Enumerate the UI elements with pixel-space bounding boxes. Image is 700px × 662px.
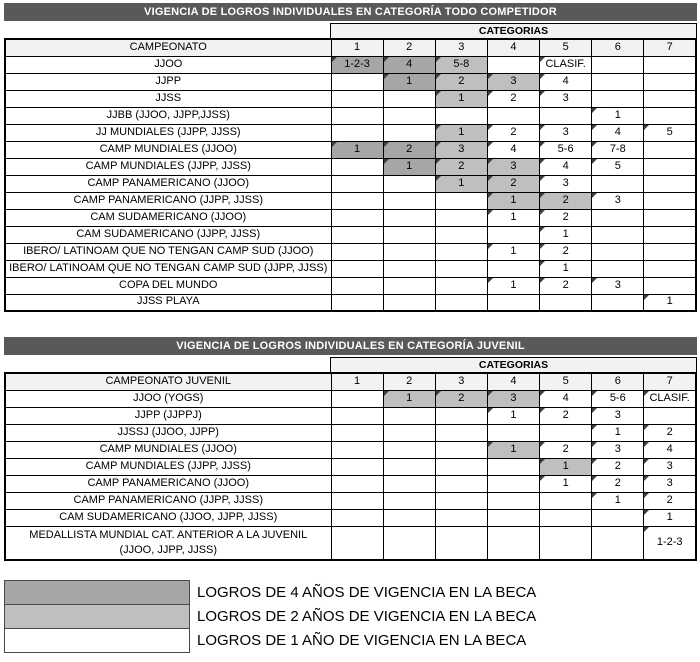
empty-cell [644,192,696,209]
empty-cell [383,277,435,294]
row-label: CAMP MUNDIALES (JJPP, JJSS) [5,158,331,175]
category-column-header-6: 6 [592,373,644,390]
row-label: JJOO [5,56,331,73]
table-row [5,124,696,141]
empty-cell [383,260,435,277]
empty-cell [487,492,539,509]
category-column-header-2: 2 [383,39,435,56]
achievement-cell: 1 [487,277,539,294]
achievement-cell: 1 [331,141,383,158]
table-row [5,390,696,407]
achievement-cell: 2 [487,90,539,107]
table-row [5,424,696,441]
empty-cell [383,294,435,311]
table2-title-bar: VIGENCIA DE LOGROS INDIVIDUALES EN CATEGORÍA JUVENIL [4,337,697,355]
table2-categories-header: CATEGORIAS [330,357,697,372]
row-label: JJSSJ (JJOO, JJPP) [5,424,331,441]
achievement-cell: 4 [487,141,539,158]
empty-cell [644,209,696,226]
empty-cell [592,175,644,192]
championship-column-header: CAMPEONATO [5,39,331,56]
table-juvenil [4,372,697,561]
table-row [5,107,696,124]
empty-cell [331,226,383,243]
table-row [5,526,696,560]
row-label: CAM SUDAMERICANO (JJOO) [5,209,331,226]
achievement-cell: 2 [592,458,644,475]
empty-cell [592,260,644,277]
empty-cell [540,107,592,124]
empty-cell [487,294,539,311]
table-row [5,475,696,492]
achievement-cell: 2 [540,243,592,260]
achievement-cell: 2 [644,492,696,509]
empty-cell [435,294,487,311]
empty-cell [383,243,435,260]
empty-cell [487,509,539,526]
empty-cell [540,509,592,526]
row-label: CAMP MUNDIALES (JJPP, JJSS) [5,458,331,475]
table-row [5,441,696,458]
achievement-cell: 3 [540,124,592,141]
empty-cell [435,192,487,209]
empty-cell [435,260,487,277]
empty-cell [487,424,539,441]
achievement-cell: 2 [435,390,487,407]
empty-cell [644,73,696,90]
achievement-cell: 1 [644,294,696,311]
achievement-cell: 1 [383,73,435,90]
legend-label: LOGROS DE 4 AÑOS DE VIGENCIA EN LA BECA [197,584,537,601]
empty-cell [331,526,383,560]
achievement-cell: 4 [383,56,435,73]
row-label: COPA DEL MUNDO [5,277,331,294]
table-row [5,158,696,175]
category-column-header-7: 7 [644,39,696,56]
table-row [5,192,696,209]
achievement-cell: 3 [592,407,644,424]
empty-cell [435,492,487,509]
achievement-cell: 1 [435,124,487,141]
legend-label: LOGROS DE 1 AÑO DE VIGENCIA EN LA BECA [197,632,527,649]
table-row [5,492,696,509]
achievement-cell: 2 [644,424,696,441]
legend-item [4,604,536,629]
empty-cell [435,526,487,560]
empty-cell [592,294,644,311]
empty-cell [383,124,435,141]
header-row [5,39,696,56]
empty-cell [383,509,435,526]
table2-body [5,390,696,560]
empty-cell [644,407,696,424]
achievement-cell: 2 [540,441,592,458]
empty-cell [592,90,644,107]
achievement-cell: 3 [435,141,487,158]
category-column-header-4: 4 [487,39,539,56]
row-label: JJSS PLAYA [5,294,331,311]
achievement-cell: 1 [383,390,435,407]
empty-cell [644,277,696,294]
legend-label: LOGROS DE 2 AÑOS DE VIGENCIA EN LA BECA [197,608,537,625]
achievement-cell: 3 [540,90,592,107]
row-label: CAMP MUNDIALES (JJOO) [5,441,331,458]
empty-cell [592,73,644,90]
achievement-cell: 2 [487,175,539,192]
row-label: CAM SUDAMERICANO (JJPP, JJSS) [5,226,331,243]
legend-swatch-dark [4,580,190,605]
empty-cell [331,492,383,509]
achievement-cell: 4 [540,73,592,90]
category-column-header-3: 3 [435,373,487,390]
row-label: IBERO/ LATINOAM QUE NO TENGAN CAMP SUD (JJOO) [5,243,331,260]
category-column-header-1: 1 [331,39,383,56]
table-row [5,277,696,294]
achievement-cell: 3 [592,277,644,294]
empty-cell [331,424,383,441]
row-label: CAMP PANAMERICANO (JJOO) [5,475,331,492]
table1-categories-header: CATEGORIAS [330,23,697,38]
empty-cell [644,175,696,192]
legend-swatch-light [4,604,190,629]
empty-cell [592,243,644,260]
achievement-cell: 5 [644,124,696,141]
table-row [5,90,696,107]
achievement-cell: 3 [487,73,539,90]
achievement-cell: 4 [540,390,592,407]
empty-cell [331,107,383,124]
empty-cell [487,56,539,73]
achievement-cell: CLASIF. [644,390,696,407]
empty-cell [331,509,383,526]
empty-cell [331,73,383,90]
category-column-header-7: 7 [644,373,696,390]
row-label: JJPP [5,73,331,90]
empty-cell [383,424,435,441]
row-label: JJSS [5,90,331,107]
legend-swatch-white [4,628,190,653]
achievement-cell: 4 [540,158,592,175]
achievement-cell: 1 [383,158,435,175]
row-label: CAMP PANAMERICANO (JJPP, JJSS) [5,192,331,209]
table-row [5,458,696,475]
empty-cell [383,475,435,492]
achievement-cell: 3 [644,475,696,492]
category-column-header-3: 3 [435,39,487,56]
empty-cell [592,526,644,560]
empty-cell [644,107,696,124]
category-column-header-6: 6 [592,39,644,56]
empty-cell [487,475,539,492]
header-row [5,373,696,390]
achievement-cell: 4 [592,124,644,141]
achievement-cell: 7-8 [592,141,644,158]
empty-cell [435,277,487,294]
empty-cell [383,526,435,560]
achievement-cell: 1 [592,107,644,124]
row-label: JJOO (YOGS) [5,390,331,407]
table1-body [5,56,696,311]
empty-cell [487,107,539,124]
row-label: MEDALLISTA MUNDIAL CAT. ANTERIOR A LA JUVENIL (JJOO, JJPP, JJSS) [5,526,331,560]
empty-cell [435,107,487,124]
achievement-cell: 1 [435,175,487,192]
achievement-cell: 2 [435,73,487,90]
category-column-header-2: 2 [383,373,435,390]
empty-cell [435,441,487,458]
achievement-cell: CLASIF. [540,56,592,73]
empty-cell [592,226,644,243]
empty-cell [331,209,383,226]
table2-head [5,373,696,390]
championship-column-header: CAMPEONATO JUVENIL [5,373,331,390]
empty-cell [487,260,539,277]
row-label: CAM SUDAMERICANO (JJOO, JJPP, JJSS) [5,509,331,526]
empty-cell [644,260,696,277]
achievement-cell: 1 [644,509,696,526]
empty-cell [383,441,435,458]
empty-cell [435,243,487,260]
empty-cell [331,277,383,294]
achievement-cell: 1 [487,407,539,424]
empty-cell [383,458,435,475]
achievement-cell: 5-6 [592,390,644,407]
empty-cell [331,441,383,458]
empty-cell [592,509,644,526]
empty-cell [435,407,487,424]
empty-cell [331,294,383,311]
row-label: JJ MUNDIALES (JJPP, JJSS) [5,124,331,141]
category-column-header-5: 5 [540,39,592,56]
legend [4,580,536,653]
empty-cell [383,107,435,124]
table-row [5,407,696,424]
empty-cell [487,526,539,560]
achievement-cell: 2 [540,209,592,226]
row-label: JJBB (JJOO, JJPP,JJSS) [5,107,331,124]
empty-cell [540,492,592,509]
empty-cell [644,226,696,243]
achievement-cell: 1 [487,243,539,260]
empty-cell [540,526,592,560]
table-row [5,509,696,526]
table-todo-competidor [4,38,697,312]
achievement-cell: 1-2-3 [331,56,383,73]
achievement-cell: 5-6 [540,141,592,158]
achievement-cell: 1 [540,475,592,492]
empty-cell [383,492,435,509]
empty-cell [331,175,383,192]
empty-cell [331,158,383,175]
empty-cell [435,226,487,243]
empty-cell [435,458,487,475]
table1-title-bar: VIGENCIA DE LOGROS INDIVIDUALES EN CATEGORÍA TODO COMPETIDOR [4,3,697,21]
empty-cell [383,192,435,209]
achievement-cell: 1 [540,260,592,277]
empty-cell [383,90,435,107]
legend-item [4,580,536,605]
empty-cell [487,458,539,475]
achievement-cell: 4 [644,441,696,458]
achievement-cell: 1 [540,458,592,475]
achievement-cell: 1 [592,492,644,509]
achievement-cell: 2 [435,158,487,175]
empty-cell [331,407,383,424]
empty-cell [331,458,383,475]
empty-cell [540,424,592,441]
empty-cell [435,475,487,492]
empty-cell [644,243,696,260]
empty-cell [383,175,435,192]
empty-cell [540,294,592,311]
achievement-cell: 2 [540,277,592,294]
empty-cell [383,407,435,424]
empty-cell [331,243,383,260]
achievement-cell: 3 [487,158,539,175]
table-row [5,294,696,311]
achievement-cell: 2 [592,475,644,492]
empty-cell [331,192,383,209]
row-label: CAMP PANAMERICANO (JJOO) [5,175,331,192]
table-row [5,175,696,192]
empty-cell [383,226,435,243]
legend-item [4,628,536,653]
table-row [5,56,696,73]
table-row [5,73,696,90]
achievement-cell: 2 [487,124,539,141]
achievement-cell: 1-2-3 [644,526,696,560]
empty-cell [644,141,696,158]
achievement-cell: 3 [592,192,644,209]
category-column-header-5: 5 [540,373,592,390]
empty-cell [331,390,383,407]
table1-head [5,39,696,56]
row-label: JJPP (JJPPJ) [5,407,331,424]
achievement-cell: 1 [592,424,644,441]
empty-cell [383,209,435,226]
empty-cell [592,209,644,226]
empty-cell [644,56,696,73]
table-row [5,141,696,158]
empty-cell [331,260,383,277]
row-label: IBERO/ LATINOAM QUE NO TENGAN CAMP SUD (JJPP, JJSS) [5,260,331,277]
achievement-cell: 3 [487,390,539,407]
achievement-cell: 2 [540,407,592,424]
achievement-cell: 1 [487,209,539,226]
empty-cell [331,90,383,107]
empty-cell [487,226,539,243]
achievement-cell: 2 [540,192,592,209]
achievement-cell: 3 [592,441,644,458]
achievement-cell: 3 [540,175,592,192]
achievement-cell: 5-8 [435,56,487,73]
table-row [5,209,696,226]
empty-cell [435,209,487,226]
empty-cell [331,124,383,141]
category-column-header-4: 4 [487,373,539,390]
achievement-cell: 3 [644,458,696,475]
empty-cell [435,509,487,526]
achievement-cell: 1 [487,441,539,458]
empty-cell [644,158,696,175]
table-row [5,226,696,243]
category-column-header-1: 1 [331,373,383,390]
empty-cell [331,475,383,492]
achievement-cell: 1 [435,90,487,107]
achievement-cell: 1 [487,192,539,209]
achievement-cell: 1 [540,226,592,243]
achievement-cell: 2 [383,141,435,158]
empty-cell [644,90,696,107]
row-label: CAMP PANAMERICANO (JJPP, JJSS) [5,492,331,509]
row-label: CAMP MUNDIALES (JJOO) [5,141,331,158]
empty-cell [435,424,487,441]
table-row [5,243,696,260]
achievement-cell: 5 [592,158,644,175]
table-row [5,260,696,277]
empty-cell [592,56,644,73]
